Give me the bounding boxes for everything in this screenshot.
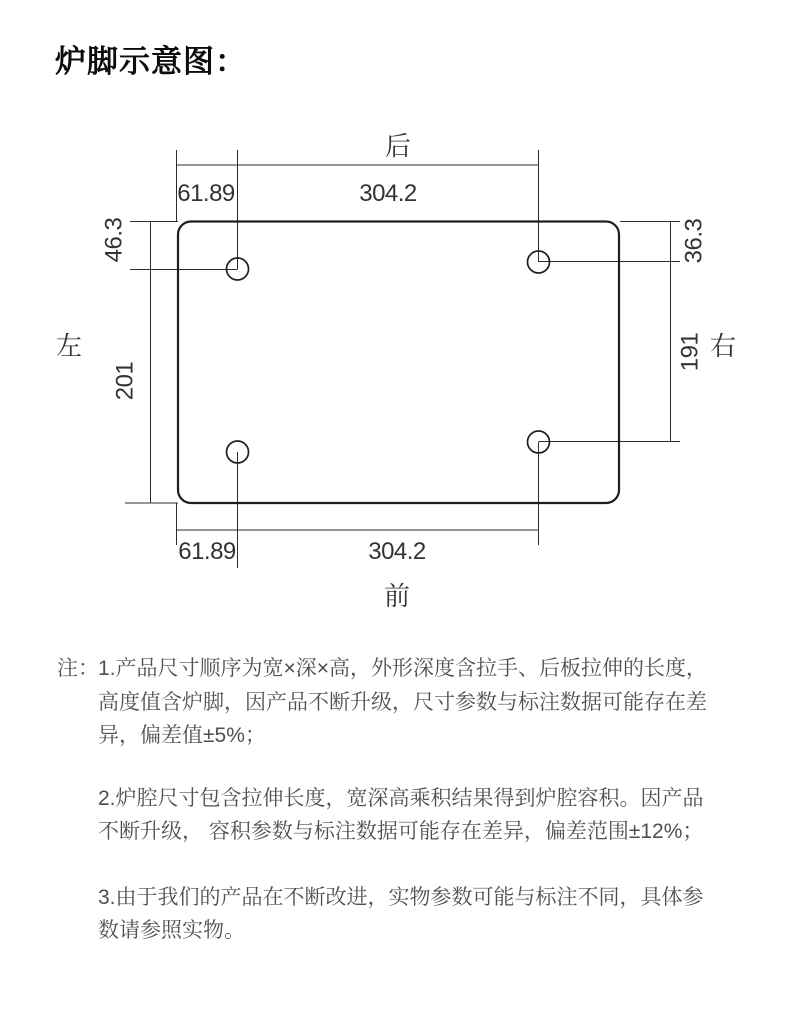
note-line: 不断升级， 容积参数与标注数据可能存在差异，偏差范围±12%； xyxy=(98,820,704,843)
dimension-value-left-top: 46.3 xyxy=(100,217,128,263)
note-line: 高度值含炉脚，因产品不断升级，尺寸参数与标注数据可能存在差 xyxy=(98,690,707,714)
note-line: 数请参照实物。 xyxy=(98,919,245,942)
note-line: 1.产品尺寸顺序为宽×深×高，外形深度含拉手、后板拉伸的长度， xyxy=(98,657,708,680)
foot-position-diagram xyxy=(0,100,790,620)
note-line: 2.炉腔尺寸包含拉伸长度，宽深高乘积结果得到炉腔容积。因产品 xyxy=(98,786,704,810)
page-title: 炉脚示意图： xyxy=(55,44,247,79)
note-paragraph-3 xyxy=(57,881,757,948)
oven-feet xyxy=(227,251,550,463)
direction-label-rear: 后 xyxy=(384,131,412,161)
dimension-lines xyxy=(125,150,680,568)
dimension-value-bottom-offset: 61.89 xyxy=(178,538,236,565)
dimension-value-bottom-span: 304.2 xyxy=(368,538,426,565)
dimension-value-left-span: 201 xyxy=(111,361,139,401)
direction-label-left: 左 xyxy=(55,331,83,361)
direction-label-right: 右 xyxy=(709,331,737,361)
dimension-value-right-span: 191 xyxy=(676,332,704,372)
note-paragraph-2 xyxy=(57,782,757,849)
notes-label: 注： xyxy=(57,657,99,680)
note-line: 异，偏差值±5%； xyxy=(98,724,266,747)
dimension-value-right-top: 36.3 xyxy=(680,218,708,264)
dimension-value-top-offset: 61.89 xyxy=(177,180,235,207)
notes-section xyxy=(57,652,757,948)
note-paragraph-1 xyxy=(57,652,757,753)
direction-label-front: 前 xyxy=(383,581,411,611)
note-line: 3.由于我们的产品在不断改进，实物参数可能与标注不同，具体参 xyxy=(98,885,704,909)
dimension-value-top-span: 304.2 xyxy=(359,180,417,207)
